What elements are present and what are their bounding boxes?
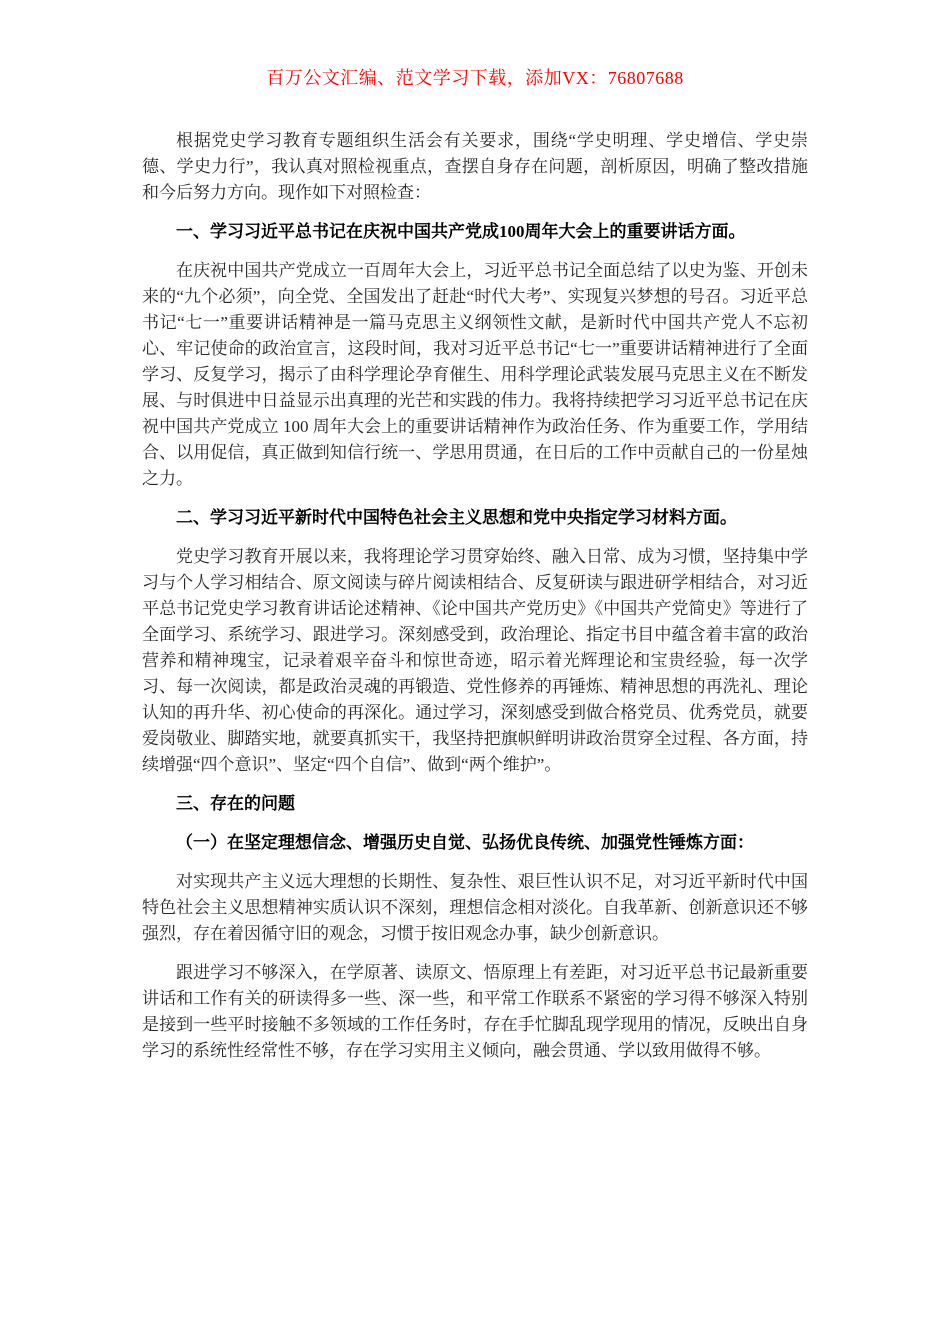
document-body (142, 128, 808, 1064)
section-heading-3: 三、存在的问题 (176, 794, 295, 813)
paragraph-section-1: 在庆祝中国共产党成立一百周年大会上，习近平总书记全面总结了以史为鉴、开创未来的“九个必须”，向全党、全国发出了赶赴“时代大考”、实现复兴梦想的号召。习近平总书记“七一”重要讲话精神是一篇马克思主义纲领性文献，是新时代中国共产党人不忘初心、牢记使命的政治宣言，这段时间，我对习近平总书记“七一”重要讲话精神进行了全面学习、反复学习，揭示了由科学理论孕育催生、用科学理论武装发展马克思主义在不断发展、与时俱进中日益显示出真理的光芒和实践的伟力。我将持续把学习习近平总书记在庆祝中国共产党成立 100 周年大会上的重要讲话精神作为政治任务、作为重要工作，学用结合、以用促信，真正做到知信行统一、学思用贯通，在日后的工作中贡献自己的一份星烛之力。 (142, 261, 808, 488)
paragraph-intro: 根据党史学习教育专题组织生活会有关要求，围绕“学史明理、学史增信、学史崇德、学史力行”，我认真对照检视重点，查摆自身存在问题，剖析原因，明确了整改措施和今后努力方向。现作如下对照检查： (142, 131, 808, 202)
promo-header-text: 百万公文汇编、范文学习下载，添加VX：76807688 (266, 68, 684, 88)
paragraph-problem-1: 对实现共产主义远大理想的长期性、复杂性、艰巨性认识不足，对习近平新时代中国特色社会主义思想精神实质认识不深刻，理想信念相对淡化。自我革新、创新意识还不够强烈，存在着因循守旧的观念，习惯于按旧观念办事，缺少创新意识。 (142, 872, 808, 943)
section-heading-1: 一、学习习近平总书记在庆祝中国共产党成100周年大会上的重要讲话方面。 (176, 222, 746, 241)
paragraph-problem-2: 跟进学习不够深入，在学原著、读原文、悟原理上有差距，对习近平总书记最新重要讲话和工作有关的研读得多一些、深一些，和平常工作联系不紧密的学习得不够深入特别是接到一些平时接触不多领域的工作任务时，存在手忙脚乱现学现用的情况，反映出自身学习的系统性经常性不够，存在学习实用主义倾向，融会贯通、学以致用做得不够。 (142, 963, 808, 1060)
section-heading-2: 二、学习习近平新时代中国特色社会主义思想和党中央指定学习材料方面。 (176, 508, 737, 527)
subsection-heading-3-1: （一）在坚定理想信念、增强历史自觉、弘扬优良传统、加强党性锤炼方面： (176, 833, 754, 852)
paragraph-section-2: 党史学习教育开展以来，我将理论学习贯穿始终、融入日常、成为习惯，坚持集中学习与个人学习相结合、原文阅读与碎片阅读相结合、反复研读与跟进研学相结合，对习近平总书记党史学习教育讲话论述精神、《论中国共产党历史》《中国共产党简史》等进行了全面学习、系统学习、跟进学习。深刻感受到，政治理论、指定书目中蕴含着丰富的政治营养和精神瑰宝，记录着艰辛奋斗和惊世奇迹，昭示着光辉理论和宝贵经验，每一次学习、每一次阅读，都是政治灵魂的再锻造、党性修养的再锤炼、精神思想的再洗礼、理论认知的再升华、初心使命的再深化。通过学习，深刻感受到做合格党员、优秀党员，就要爱岗敬业、脚踏实地，就要真抓实干，我坚持把旗帜鲜明讲政治贯穿全过程、各方面，持续增强“四个意识”、坚定“四个自信”、做到“两个维护”。 (142, 547, 808, 774)
